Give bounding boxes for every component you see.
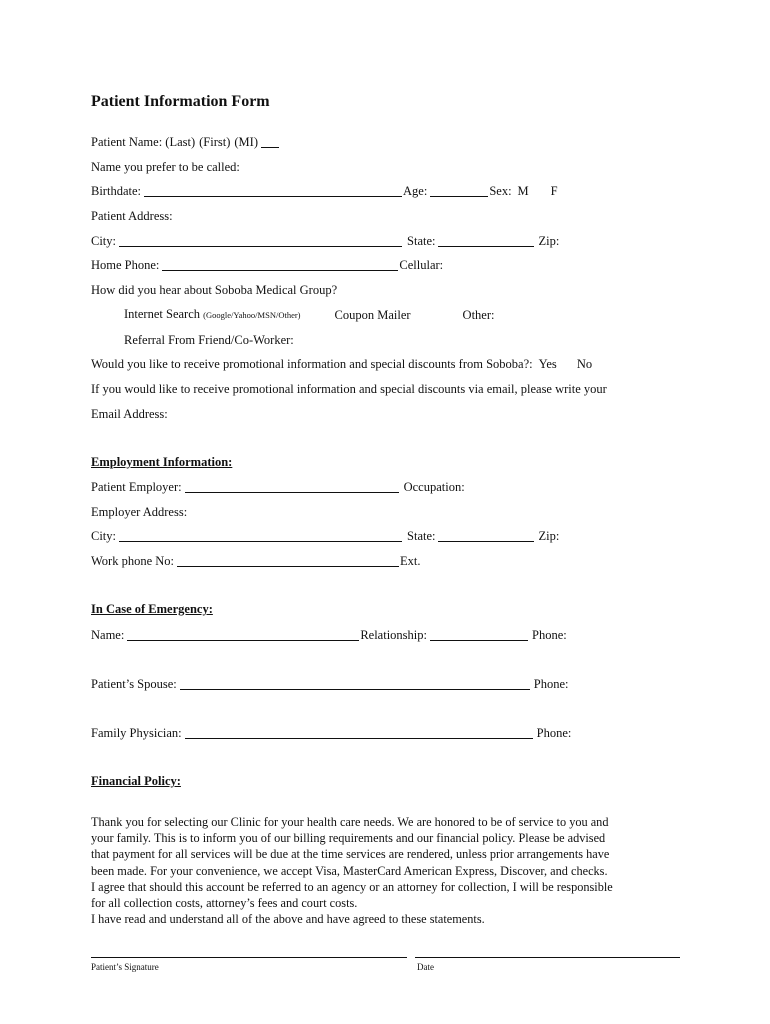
internet-search-note: (Google/Yahoo/MSN/Other) (203, 310, 301, 320)
friend-referral-label: Referral From Friend/Co-Worker: (124, 333, 294, 347)
signature-line[interactable] (91, 957, 407, 958)
home-phone-label: Home Phone: (91, 258, 160, 272)
home-phone-field[interactable] (162, 258, 398, 271)
birthdate-field[interactable] (144, 184, 402, 197)
first-name-label: (First) (199, 135, 231, 149)
city-row (91, 231, 680, 249)
birthdate-label: Birthdate: (91, 184, 141, 198)
other-label: Other: (462, 308, 495, 322)
employment-heading: Employment Information: (91, 455, 233, 469)
patient-address-label: Patient Address: (91, 209, 173, 223)
emergency-name-label: Name: (91, 628, 125, 642)
zip-label: Zip: (538, 234, 560, 248)
state-label: State: (407, 234, 436, 248)
city-label: City: (91, 234, 117, 248)
signature-label: Patient’s Signature (91, 962, 159, 972)
spouse-phone-label: Phone: (533, 677, 569, 691)
promo-no-option[interactable]: No (576, 357, 593, 371)
spouse-label: Patient’s Spouse: (91, 677, 177, 691)
coupon-mailer-option[interactable]: Coupon Mailer (334, 308, 411, 322)
last-name-label: Patient Name: (Last) (91, 135, 196, 149)
state-field[interactable] (438, 234, 534, 247)
policy-line: I have read and understand all of the above and have agreed to these statements. (91, 912, 485, 927)
email-row (91, 404, 675, 422)
spouse-row (91, 674, 680, 692)
patient-name-row (91, 132, 680, 150)
promo-question: Would you like to receive promotional information and special discounts from Soboba?: (91, 357, 533, 371)
sex-label: Sex: (489, 184, 512, 198)
spouse-field[interactable] (180, 677, 530, 690)
sex-f-option[interactable]: F (550, 184, 558, 198)
city-field[interactable] (119, 234, 402, 247)
employer-zip-label: Zip: (538, 529, 560, 543)
promo-row (91, 354, 680, 372)
work-phone-row (91, 551, 680, 569)
emergency-contact-row (91, 625, 680, 643)
employer-state-field[interactable] (438, 529, 534, 542)
internet-search-label: Internet Search (124, 307, 201, 321)
emergency-heading: In Case of Emergency: (91, 602, 213, 616)
policy-line: for all collection costs, attorney’s fees and court costs. (91, 896, 358, 911)
work-phone-label: Work phone No: (91, 554, 175, 568)
occupation-label: Occupation: (403, 480, 465, 494)
mi-field[interactable] (261, 135, 279, 148)
employer-row (91, 477, 680, 495)
ext-label: Ext. (400, 554, 421, 568)
phone-row (91, 255, 680, 273)
age-label: Age: (403, 184, 428, 198)
email-intro-text: If you would like to receive promotional information and special discounts via email, please write your (91, 382, 607, 396)
policy-line: your family. This is to inform you of our billing requirements and our financial policy. Please be advised (91, 831, 606, 846)
financial-heading: Financial Policy: (91, 774, 181, 788)
promo-yes-option[interactable]: Yes (538, 357, 557, 371)
physician-field[interactable] (185, 726, 533, 739)
address-row (91, 206, 680, 224)
relationship-field[interactable] (430, 628, 528, 641)
employer-label: Patient Employer: (91, 480, 182, 494)
physician-label: Family Physician: (91, 726, 182, 740)
date-label: Date (417, 962, 434, 972)
physician-row (91, 723, 680, 741)
cellular-label: Cellular: (399, 258, 444, 272)
form-title: Patient Information Form (91, 93, 270, 110)
birthdate-row (91, 181, 680, 199)
relationship-label: Relationship: (360, 628, 427, 642)
employer-city-field[interactable] (119, 529, 402, 542)
employer-address-label: Employer Address: (91, 505, 188, 519)
emergency-name-field[interactable] (127, 628, 359, 641)
internet-search-option[interactable] (124, 307, 301, 323)
employer-field[interactable] (185, 480, 399, 493)
referral-question: How did you hear about Soboba Medical Group? (91, 283, 338, 297)
employer-state-label: State: (407, 529, 436, 543)
policy-line: that payment for all services will be due at the time services are rendered, unless prior arrangements have (91, 847, 610, 862)
email-label: Email Address: (91, 407, 168, 421)
physician-phone-label: Phone: (536, 726, 572, 740)
mi-label: (MI) (234, 135, 258, 149)
email-intro-row (91, 379, 680, 397)
employer-city-row (91, 526, 680, 544)
date-line[interactable] (415, 957, 680, 958)
referral-question-row (91, 280, 680, 298)
emergency-phone-label: Phone: (532, 628, 567, 642)
policy-line: I agree that should this account be referred to an agency or an attorney for collection, I will be responsible (91, 879, 613, 894)
policy-line: Thank you for selecting our Clinic for your health care needs. We are honored to be of service to you and (91, 815, 609, 829)
sex-m-option[interactable]: M (517, 184, 529, 198)
financial-policy-text (91, 814, 681, 927)
employer-address-row (91, 502, 680, 520)
employer-city-label: City: (91, 529, 117, 543)
age-field[interactable] (430, 184, 488, 197)
work-phone-field[interactable] (177, 554, 399, 567)
preferred-name-label: Name you prefer to be called: (91, 160, 240, 174)
referral-options-row (124, 305, 674, 323)
friend-referral-row (124, 330, 674, 348)
policy-line: been made. For your convenience, we accept Visa, MasterCard American Express, Discover, and checks. (91, 863, 608, 878)
preferred-name-row (91, 157, 680, 175)
